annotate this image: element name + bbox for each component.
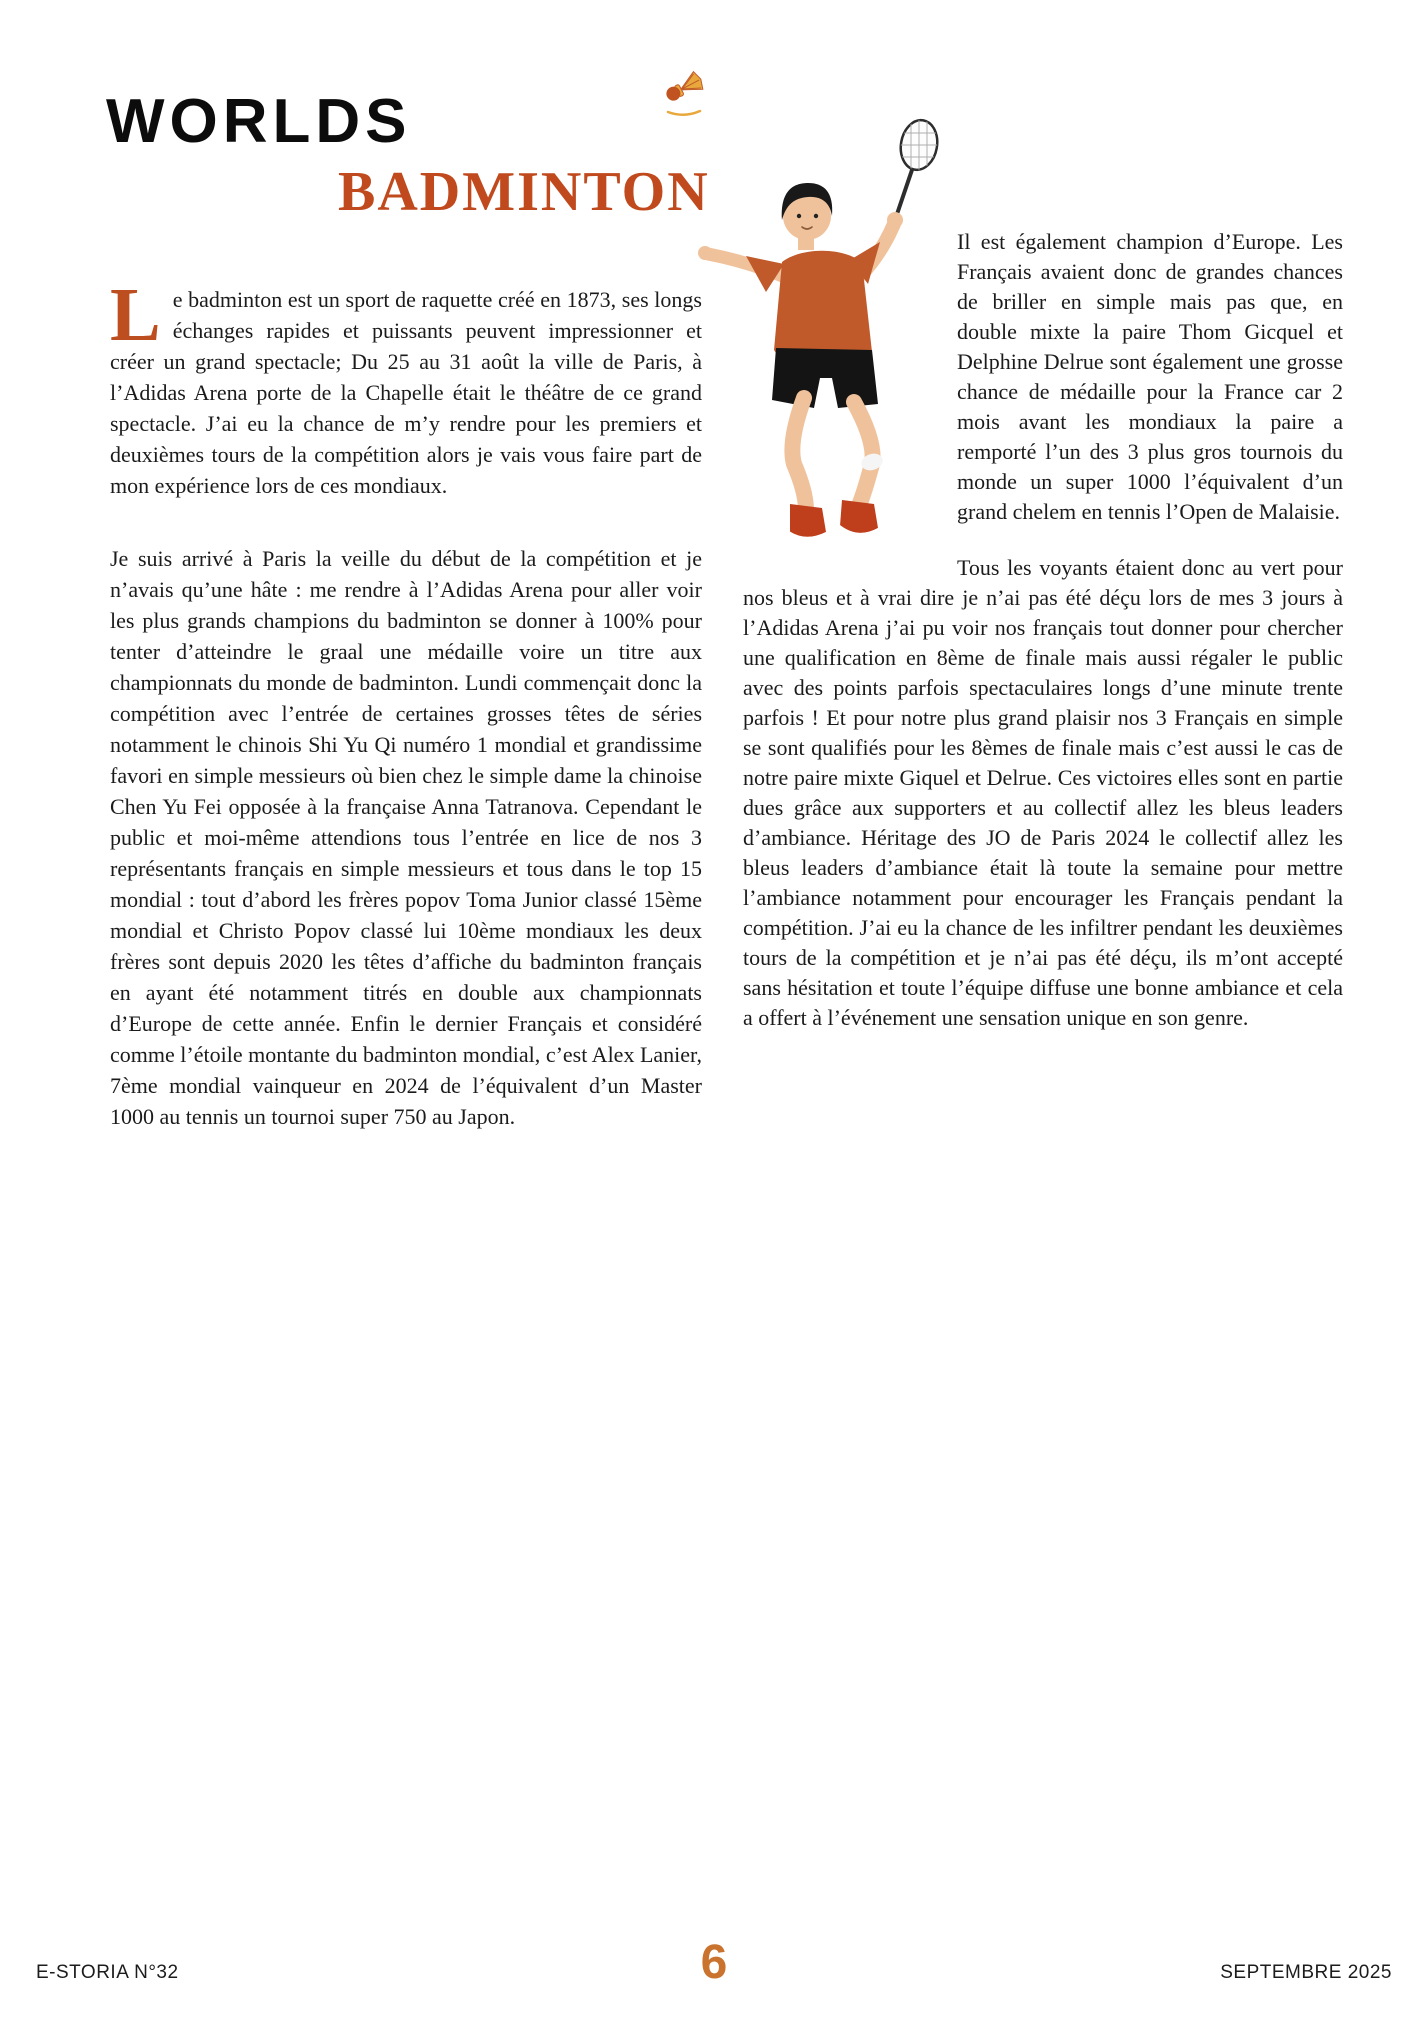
kicker-title: WORLDS [106, 87, 412, 156]
body-paragraph-right-1: Il est également champion d’Europe. Les Français avaient donc de grandes chances de briller en simple mais pas que, en double mixte la paire Thom Gicquel et Delphine Delrue sont également une grosse chance de médaille pour la France car 2 mois avant les mondiaux la paire a remporté l’un des 3 plus gros tournois du monde un super 1000 l’équivalent d’un grand chelem en tennis l’Open de Malaisie. [957, 229, 1343, 524]
racket [895, 117, 941, 220]
intro-paragraph [110, 273, 702, 501]
player-right-hand [887, 212, 903, 228]
player-left-hand [698, 246, 712, 260]
drop-cap: L [110, 273, 161, 357]
shuttlecock-graphic [660, 66, 708, 118]
left-column [110, 273, 702, 1132]
page-number: 6 [700, 1936, 728, 1989]
body-paragraph-right-2: Tous les voyants étaient donc au vert pour nos bleus et à vrai dire je n’ai pas été déçu lors de mes 3 jours à l’Adidas Arena j’ai pu voir nos français tout donner pour chercher une qualification en 8ème de finale mais aussi régaler le public avec des points parfois spectaculaires longs d’une minute trente parfois ! Et pour notre plus grand plaisir nos 3 Français en simple se sont qualifiés pour les 8èmes de finale mais c’est aussi le cas de notre paire mixte Giquel et Delrue. Ces victoires elles sont en partie dues grâce aux supporters et au collectif allez les bleus leaders d’ambiance. Héritage des JO de Paris 2024 le collectif allez les bleus leaders d’ambiance était là toute la semaine pour mettre l’ambiance notamment pour encourager les Français pendant la compétition. J’ai eu la chance de les infiltrer pendant les deuxièmes tours de la compétition et je n’ai pas été déçu, ils m’ont accepté sans hésitation et toute l’équipe diffuse une bonne ambiance et cela a offert à l’événement une sensation unique en son genre. [743, 555, 1343, 1030]
intro-paragraph-text: e badminton est un sport de raquette créé en 1873, ses longs échanges rapides et puissants peuvent impressionner et créer un grand spectacle; Du 25 au 31 août la ville de Paris, à l’Adidas Arena porte de la Chapelle était le théâtre de ce grand spectacle. J’ai eu la chance de m’y rendre pour les premiers et deuxièmes tours de la compétition alors je vais vous faire part de mon expérience lors de ces mondiaux. [110, 287, 702, 498]
article-title: BADMINTON [338, 161, 710, 223]
illustration-spacer [743, 227, 957, 559]
body-paragraph-left: Je suis arrivé à Paris la veille du début de la compétition et je n’avais qu’une hâte : me rendre à l’Adidas Arena pour aller voir les plus grands champions du badminton se donner à 100% pour tenter d’atteindre le graal une médaille voire un titre aux championnats du monde de badminton. Lundi commençait donc la compétition avec l’entrée de certaines grosses têtes de séries notamment le chinois Shi Yu Qi numéro 1 mondial et grandissime favori en simple messieurs où bien chez le simple dame la chinoise Chen Yu Fei opposée à la française Anna Tatranova. Cependant le public et moi-même attendions tous l’entrée en lice de nos 3 représentants français en simple messieurs et tous dans le top 15 mondial : tout d’abord les frères popov Toma Junior classé 15ème mondial et Christo Popov classé lui 10ème mondiaux les deux frères sont depuis 2020 les têtes d’affiche du badminton français en ayant été notamment titrés en double aux championnats d’Europe de cette année. Enfin le dernier Français et considéré comme l’étoile montante du badminton mondial, c’est Alex Lanier, 7ème mondial vainqueur en 2024 de l’équivalent d’un Master 1000 au tennis un tournoi super 750 au Japon. [110, 546, 702, 1129]
right-column [743, 227, 1343, 1033]
footer-magazine-label: E-STORIA N°32 [36, 1962, 179, 1983]
footer-date: SEPTEMBRE 2025 [1220, 1962, 1392, 1983]
